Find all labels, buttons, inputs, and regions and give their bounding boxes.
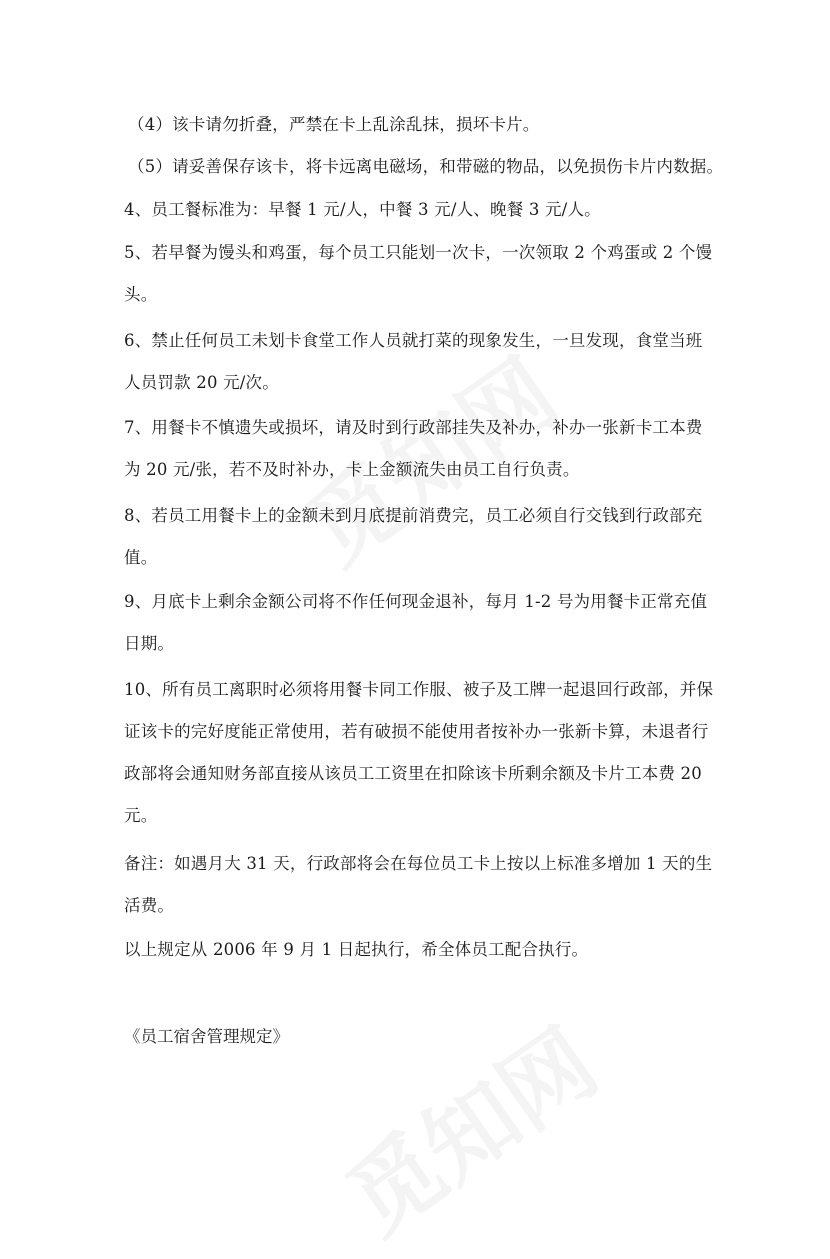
paragraph-card-storage: （5）请妥善保存该卡，将卡远离电磁场，和带磁的物品，以免损伤卡片内数据。 [128, 157, 724, 176]
paragraph-remark: 备注：如遇月大 31 天，行政部将会在每位员工卡上按以上标准多增加 1 天的生活费。 [124, 854, 713, 915]
paragraph-lost-card: 7、用餐卡不慎遗失或损坏，请及时到行政部挂失及补办，补办一张新卡工本费为 20 元/张，若不及时补办，卡上金额流失由员工自行负责。 [124, 418, 703, 479]
watermark [317, 993, 619, 1259]
paragraph-recharge: 8、若员工用餐卡上的金额未到月底提前消费完，员工必须自行交钱到行政部充值。 [124, 506, 703, 567]
paragraph-breakfast-rule: 5、若早餐为馒头和鸡蛋，每个员工只能划一次卡，一次领取 2 个鸡蛋或 2 个馒头。 [124, 243, 713, 304]
paragraph-no-swipe-penalty: 6、禁止任何员工未划卡食堂工作人员就打菜的现象发生，一旦发现，食堂当班人员罚款 20 元/次。 [124, 331, 703, 392]
section-title: 《员工宿舍管理规定》 [124, 1027, 289, 1046]
paragraph-meal-standard: 4、员工餐标准为：早餐 1 元/人，中餐 3 元/人、晚餐 3 元/人。 [124, 200, 601, 219]
paragraph-no-refund: 9、月底卡上剩余金额公司将不作任何现金退补，每月 1-2 号为用餐卡正常充值日期。 [124, 592, 708, 653]
paragraph-resignation-return: 10、所有员工离职时必须将用餐卡同工作服、被子及工牌一起退回行政部，并保证该卡的完好度能正常使用，若有破损不能使用者按补办一张新卡算，未退者行政部将会通知财务部直接从该员工工资里在扣除该卡所剩余额及卡片工本费 20 元。 [124, 680, 714, 825]
paragraph-effective-date: 以上规定从 2006 年 9 月 1 日起执行，希全体员工配合执行。 [124, 940, 589, 959]
paragraph-card-no-fold: （4）该卡请勿折叠，严禁在卡上乱涂乱抹，损坏卡片。 [128, 115, 540, 134]
